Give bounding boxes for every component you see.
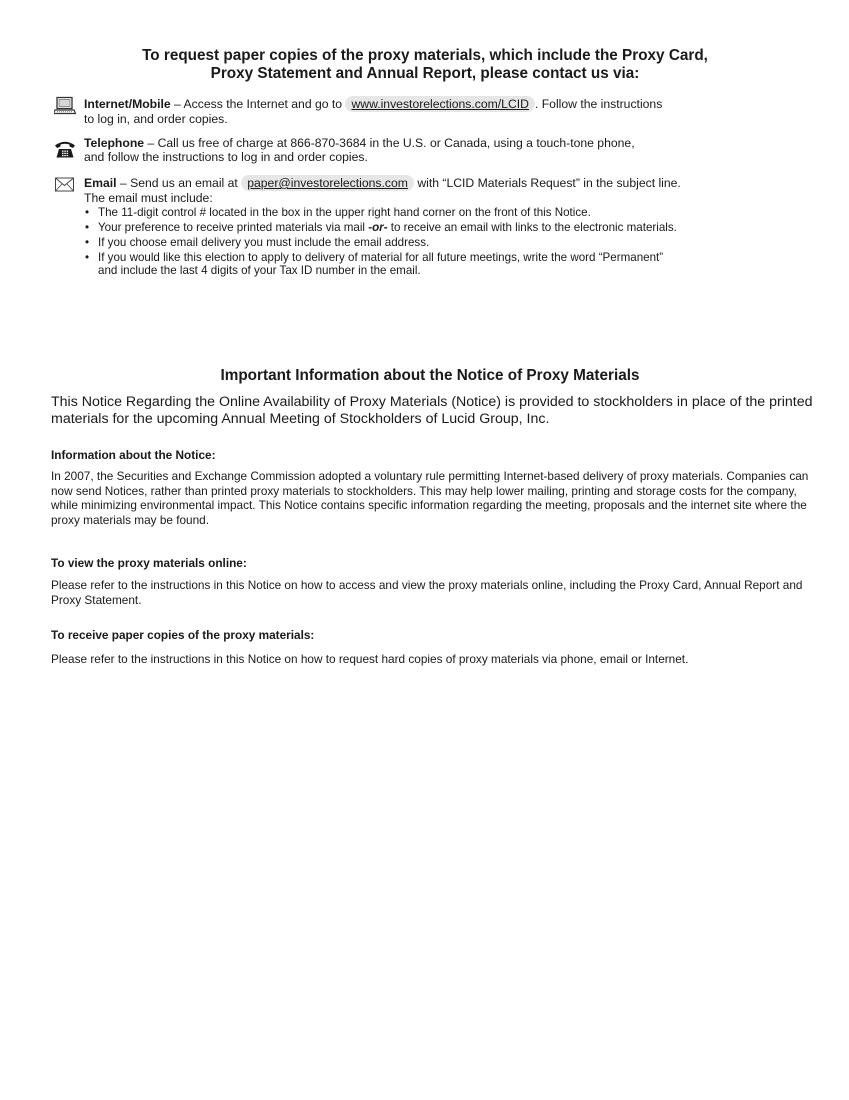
notice-text: In 2007, the Securities and Exchange Commission adopted a voluntary rule permitting Internet-based delivery of proxy materials. Companies can now send Notices, rather than printed proxy materials to stockholders. This may help lower mailing, printing and storage costs for the company, while minimizing environmental impact. This Notice contains specific information regarding the meeting, proposals and the internet site where the proxy materials may be found. <box>51 469 809 527</box>
view-online-heading: To view the proxy materials online: <box>51 556 247 570</box>
list-item <box>98 221 824 234</box>
telephone-line2: and follow the instructions to log in and order copies. <box>84 150 368 164</box>
internet-text-before: – Access the Internet and go to <box>170 97 346 111</box>
list-item: • The 11-digit control # located in the box in the upper right hand corner on the front of this Notice. <box>98 206 824 219</box>
email-link[interactable]: paper@investorelections.com <box>241 175 414 191</box>
important-info-title: Important Information about the Notice of Proxy Materials <box>220 367 640 384</box>
bullet2-or: -or- <box>368 221 388 234</box>
bullet4-line2: and include the last 4 digits of your Tax ID number in the email. <box>98 264 421 277</box>
notice-heading: Information about the Notice: <box>51 448 216 462</box>
email-text-before: – Send us an email at <box>116 176 242 190</box>
paper-copies-text: Please refer to the instructions in this Notice on how to request hard copies of proxy materials via phone, email or Internet. <box>51 652 689 666</box>
internet-link[interactable]: www.investorelections.com/LCID <box>345 96 534 112</box>
request-heading-line1: To request paper copies of the proxy materials, which include the Proxy Card, <box>142 47 708 64</box>
request-heading <box>60 47 790 83</box>
email-line2: The email must include: <box>84 191 213 205</box>
important-info-intro: This Notice Regarding the Online Availability of Proxy Materials (Notice) is provided to stockholders in place of the printed materials for the upcoming Annual Meeting of Stockholders of Lucid Group, Inc. <box>51 394 813 427</box>
email-requirements-list <box>84 206 824 277</box>
view-online-text: Please refer to the instructions in this Notice on how to access and view the proxy materials online, including the Proxy Card, Annual Report and Proxy Statement. <box>51 578 803 607</box>
list-item <box>98 251 824 277</box>
contact-internet <box>54 96 824 128</box>
internet-line2: to log in, and order copies. <box>84 112 228 126</box>
paper-copies-heading: To receive paper copies of the proxy materials: <box>51 628 315 642</box>
list-item: • If you choose email delivery you must include the email address. <box>98 236 824 249</box>
request-heading-line2: Proxy Statement and Annual Report, please contact us via: <box>210 65 640 82</box>
internet-label: Internet/Mobile <box>84 97 171 111</box>
envelope-icon <box>54 175 76 195</box>
bullet2-before: Your preference to receive printed materials via mail <box>98 221 369 234</box>
laptop-icon <box>54 96 76 116</box>
email-label: Email <box>84 176 117 190</box>
bullet2-after: to receive an email with links to the electronic materials. <box>387 221 677 234</box>
telephone-label: Telephone <box>84 136 145 150</box>
telephone-icon <box>54 139 76 159</box>
contact-telephone <box>54 136 824 166</box>
telephone-text: – Call us free of charge at 866-870-3684 in the U.S. or Canada, using a touch-tone phone, <box>144 136 635 150</box>
contact-email <box>54 175 824 305</box>
bullet4-line1: • If you would like this election to apply to delivery of material for all future meetings, write the word “Permanent” <box>98 251 664 264</box>
internet-text-after: . Follow the instructions <box>534 97 663 111</box>
email-text-after: with “LCID Materials Request” in the subject line. <box>413 176 681 190</box>
